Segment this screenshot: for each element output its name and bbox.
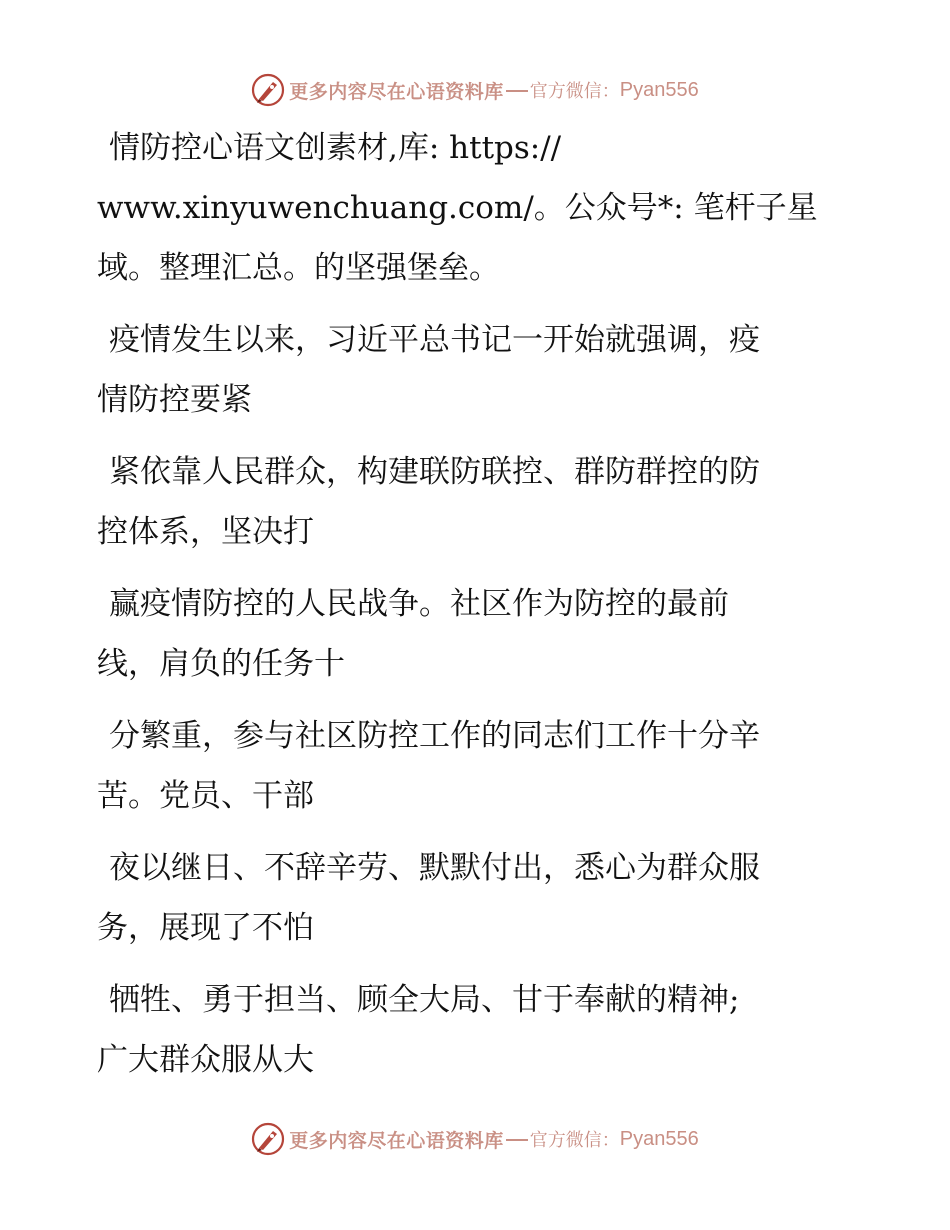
footer-wechat-label: 官方微信： — [529, 1130, 620, 1151]
paragraph-4 — [97, 574, 837, 694]
footer-brand-text: 更多内容尽在心语资料库 — [289, 1129, 504, 1152]
paragraph-6 — [97, 838, 837, 958]
paragraph-line: 线，肩负的任务十 — [97, 646, 345, 682]
paragraph-line: 务，展现了不怕 — [97, 910, 314, 946]
paragraph-line: 情防控心语文创素材,库: https:// — [109, 130, 562, 166]
paragraph-line: 苦。党员、干部 — [97, 778, 314, 814]
paragraph-5 — [97, 706, 837, 826]
paragraph-line: 域。整理汇总。的坚强堡垒。 — [97, 250, 500, 286]
document-body — [97, 118, 837, 1102]
paragraph-3 — [97, 442, 837, 562]
header-dash — [506, 90, 528, 92]
paragraph-7 — [97, 970, 837, 1090]
header-brand-text: 更多内容尽在心语资料库 — [289, 80, 504, 103]
header-wechat-handle: Pyan556 — [619, 78, 699, 101]
paragraph-2 — [97, 310, 837, 430]
paragraph-line: 牺牲、勇于担当、顾全大局、甘于奉献的精神; — [109, 982, 740, 1018]
footer-dash — [506, 1139, 528, 1141]
paragraph-line: www.xinyuwenchuang.com/。公众号*: 笔杆子星 — [97, 190, 818, 226]
paragraph-line: 疫情发生以来，习近平总书记一开始就强调，疫 — [109, 322, 760, 358]
paragraph-line: 情防控要紧 — [97, 382, 252, 418]
paragraph-line: 赢疫情防控的人民战争。社区作为防控的最前 — [109, 586, 729, 622]
paragraph-line: 分繁重，参与社区防控工作的同志们工作十分辛 — [109, 718, 760, 754]
paragraph-line: 紧依靠人民群众，构建联防联控、群防群控的防 — [109, 454, 760, 490]
pen-logo-icon — [251, 73, 285, 107]
paragraph-line: 夜以继日、不辞辛劳、默默付出，悉心为群众服 — [109, 850, 760, 886]
pen-logo-icon — [251, 1122, 285, 1156]
paragraph-1 — [97, 118, 837, 298]
header-watermark — [0, 70, 950, 110]
paragraph-line: 广大群众服从大 — [97, 1042, 314, 1078]
header-wechat-label: 官方微信： — [529, 81, 620, 102]
footer-wechat-handle: Pyan556 — [619, 1127, 699, 1150]
footer-watermark — [0, 1119, 950, 1159]
paragraph-line: 控体系，坚决打 — [97, 514, 314, 550]
